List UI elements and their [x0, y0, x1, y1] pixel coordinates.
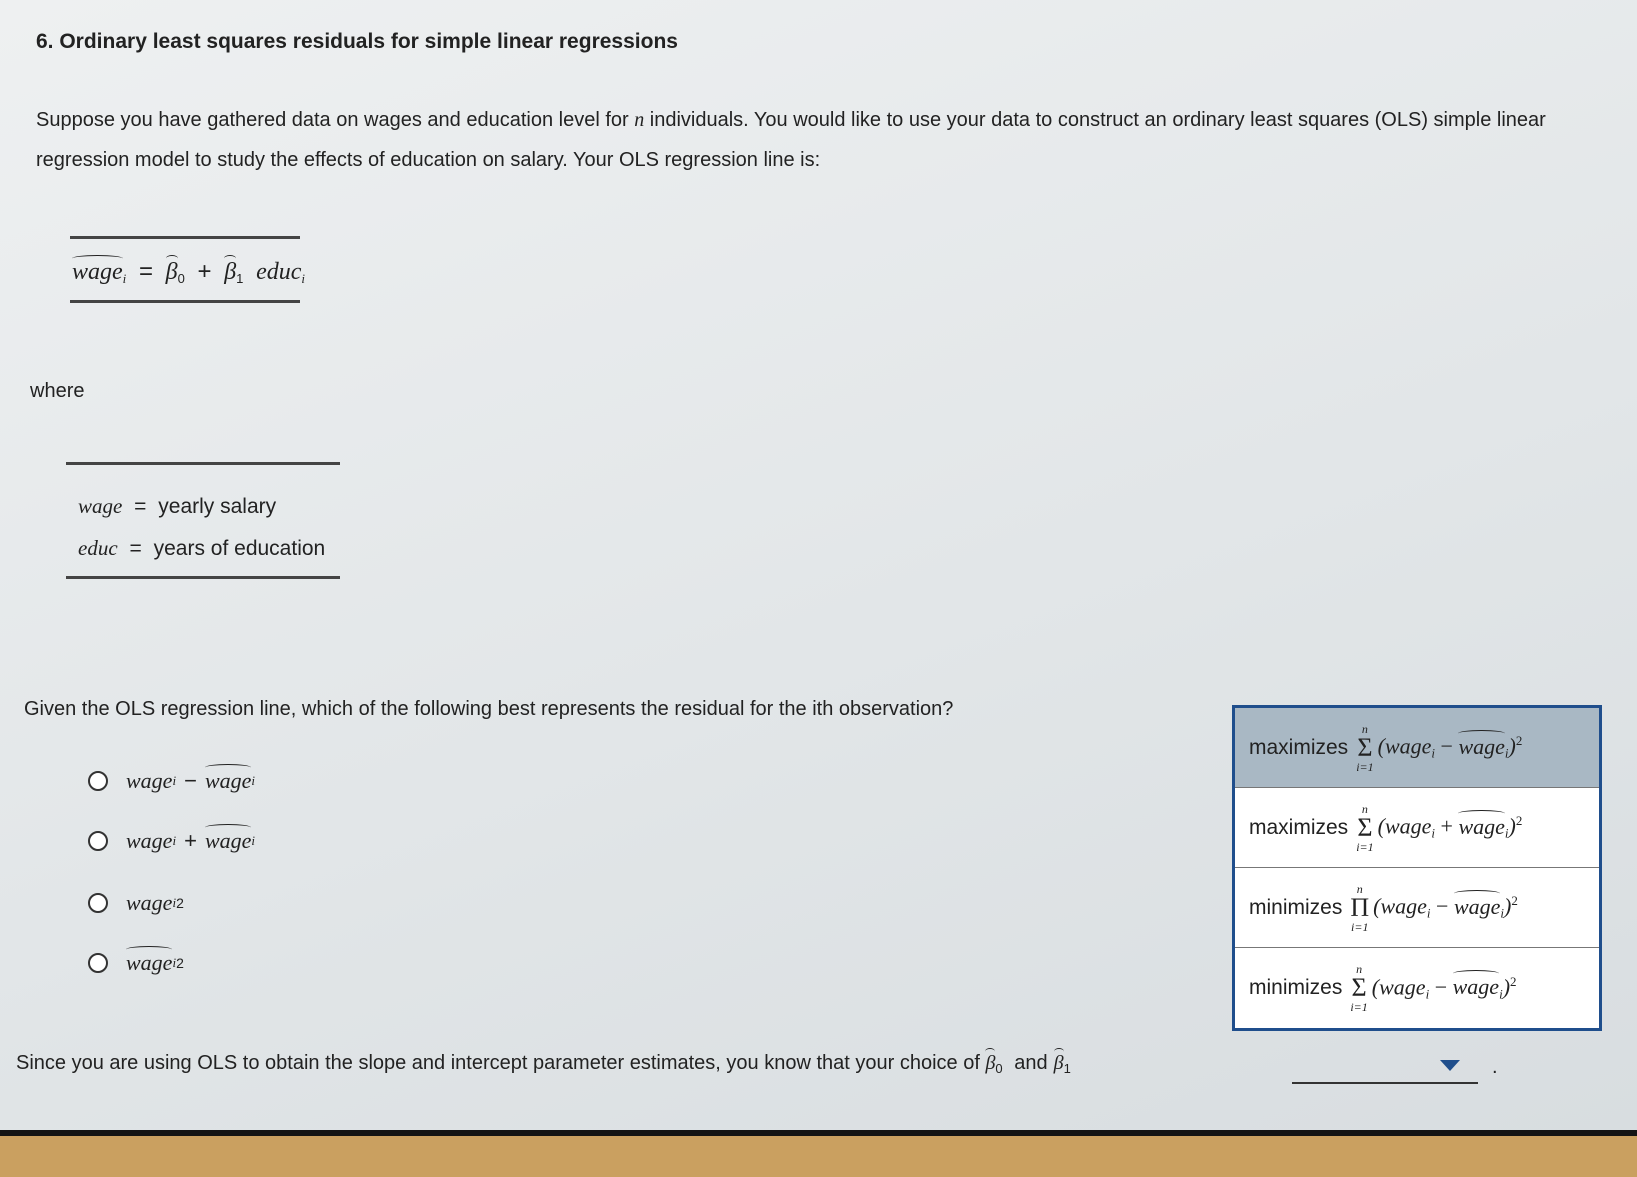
definition-educ: educ = years of education	[78, 536, 326, 560]
summation-icon: Σ	[1357, 812, 1373, 842]
caret-down-icon	[1440, 1060, 1460, 1071]
equation-bottom-rule	[70, 300, 300, 303]
residual-prompt: Given the OLS regression line, which of the following best represents the residual for the ith observation?	[24, 698, 954, 720]
where-label: where	[30, 380, 85, 402]
ols-choice-select[interactable]	[1292, 1052, 1478, 1084]
sentence-period: .	[1492, 1056, 1498, 1078]
n-symbol: n	[634, 109, 645, 131]
regression-equation: wage$_i$ = $\beta_0 + \beta_1$ educ$_i$	[72, 258, 305, 286]
dropdown-option-2[interactable]: maximizes n Σ i=1 (wage$_i$ + wage$_i$)$^2$	[1235, 788, 1599, 868]
definition-wage: wage = yearly salary	[78, 494, 277, 518]
radio-button[interactable]	[88, 771, 108, 791]
answer-option-4[interactable]: wage i 2	[88, 950, 184, 976]
answer-option-1[interactable]: wage i − wage i	[88, 768, 255, 794]
ols-statement: Since you are using OLS to obtain the slope and intercept parameter estimates, you know that your choice of $\beta_0$ and $\beta_1$	[16, 1052, 1071, 1076]
answer-option-3[interactable]: wage i 2	[88, 890, 184, 916]
product-icon: Π	[1350, 892, 1370, 922]
dropdown-option-1[interactable]: maximizes n Σ i=1 (wage$_i$ − wage$_i$)$^2$	[1235, 708, 1599, 788]
radio-button[interactable]	[88, 831, 108, 851]
dropdown-option-3[interactable]: minimizes n Π i=1 (wage$_i$ − wage$_i$)$^2$	[1235, 868, 1599, 948]
ols-choice-dropdown	[1232, 705, 1602, 1031]
definitions-top-rule	[66, 462, 340, 465]
equation-top-rule	[70, 236, 300, 239]
radio-button[interactable]	[88, 893, 108, 913]
question-intro: Suppose you have gathered data on wages and education level for n individuals. You would like to use your data to construct an ordinary least squares (OLS) simple linear regression model to study the effects of education on salary. Your OLS regression line is:	[36, 109, 1546, 171]
desk-surface	[0, 1130, 1637, 1177]
summation-icon: Σ	[1351, 973, 1367, 1002]
summation-icon: Σ	[1357, 732, 1373, 762]
question-title: 6. Ordinary least squares residuals for simple linear regressions	[36, 30, 678, 53]
definitions-bottom-rule	[66, 576, 340, 579]
answer-option-2[interactable]: wage i + wage i	[88, 828, 255, 854]
radio-button[interactable]	[88, 953, 108, 973]
dropdown-option-4[interactable]: minimizes n Σ i=1 (wage$_i$ − wage$_i$)$^2$	[1249, 962, 1517, 1014]
